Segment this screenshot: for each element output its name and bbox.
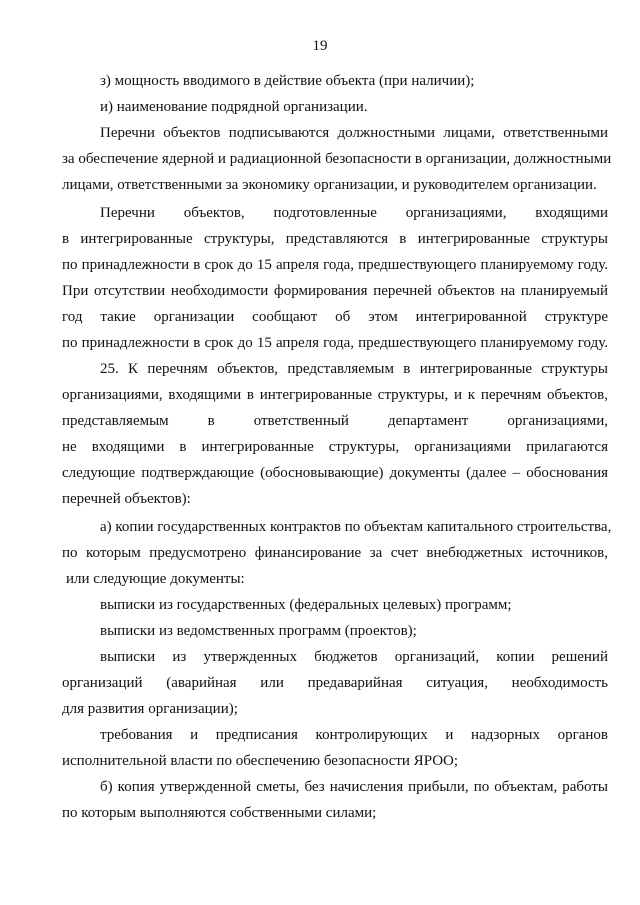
- text-line: за обеспечение ядерной и радиационной безопасности в организации, должностными: [62, 151, 612, 167]
- text-line: Перечни объектов подписываются должностными лицами, ответственными: [100, 125, 608, 141]
- text-line: 25. К перечням объектов, представляемым в интегрированные структуры: [100, 361, 608, 377]
- text-line: или следующие документы:: [66, 571, 245, 587]
- text-line: по которым предусмотрено финансирование за счет внебюджетных источников,: [62, 545, 608, 561]
- text-line: следующие подтверждающие (обосновывающие) документы (далее – обоснования: [62, 465, 608, 481]
- text-line: по принадлежности в срок до 15 апреля года, предшествующего планируемому году.: [62, 335, 608, 351]
- text-line: не входящими в интегрированные структуры, организациями прилагаются: [62, 439, 608, 455]
- text-line: в интегрированные структуры, представляются в интегрированные структуры: [62, 231, 608, 247]
- text-line: выписки из утвержденных бюджетов организаций, копии решений: [100, 649, 608, 665]
- text-line: з) мощность вводимого в действие объекта (при наличии);: [100, 73, 475, 89]
- text-line: представляемым в ответственный департамент организациями,: [62, 413, 608, 429]
- text-line: год такие организации сообщают об этом интегрированной структуре: [62, 309, 608, 325]
- text-line: исполнительной власти по обеспечению безопасности ЯРОО;: [62, 753, 459, 769]
- text-line: перечней объектов):: [62, 491, 191, 507]
- text-line: для развития организации);: [62, 701, 238, 717]
- text-line: а) копии государственных контрактов по объектам капитального строительства,: [100, 519, 612, 535]
- text-line: выписки из государственных (федеральных целевых) программ;: [100, 597, 512, 613]
- text-line: При отсутствии необходимости формирования перечней объектов на планируемый: [62, 283, 608, 299]
- text-line: и) наименование подрядной организации.: [100, 99, 368, 115]
- page-number: 19: [312, 38, 328, 54]
- text-line: Перечни объектов, подготовленные организациями, входящими: [100, 205, 608, 221]
- text-line: требования и предписания контролирующих и надзорных органов: [100, 727, 608, 743]
- text-line: по принадлежности в срок до 15 апреля года, предшествующего планируемому году.: [62, 257, 608, 273]
- text-line: б) копия утвержденной сметы, без начисления прибыли, по объектам, работы: [100, 779, 608, 795]
- text-line: выписки из ведомственных программ (проектов);: [100, 623, 417, 639]
- text-line: по которым выполняются собственными силами;: [62, 805, 377, 821]
- text-line: лицами, ответственными за экономику организации, и руководителем организации.: [62, 177, 597, 193]
- text-line: организациями, входящими в интегрированные структуры, и к перечням объектов,: [62, 387, 608, 403]
- text-line: организаций (аварийная или предаварийная ситуация, необходимость: [62, 675, 608, 691]
